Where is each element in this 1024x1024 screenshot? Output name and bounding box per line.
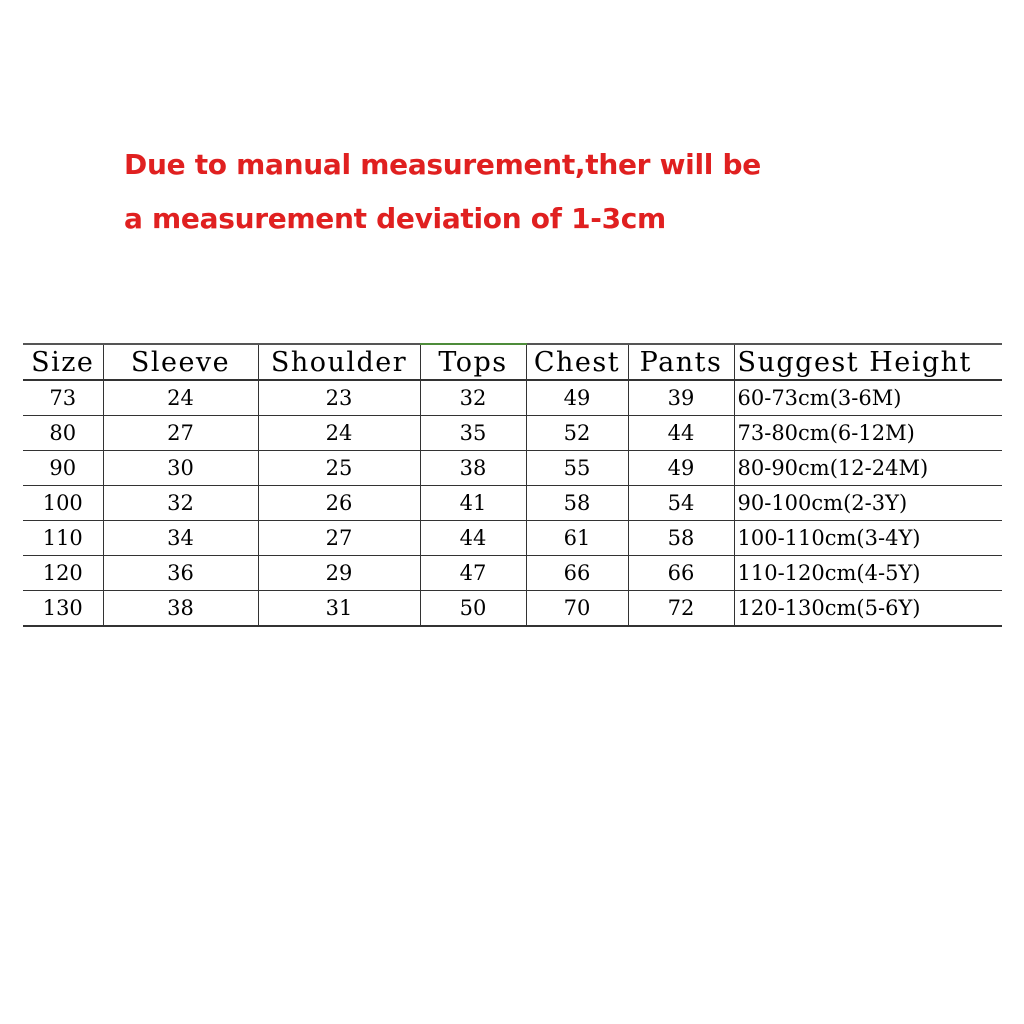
cell-suggest-height: 73-80cm(6-12M): [734, 416, 1002, 451]
cell-shoulder: 26: [258, 486, 420, 521]
cell-chest: 52: [526, 416, 628, 451]
cell-pants: 54: [628, 486, 734, 521]
header-suggest-height: Suggest Height: [734, 344, 1002, 380]
cell-suggest-height: 90-100cm(2-3Y): [734, 486, 1002, 521]
cell-suggest-height: 120-130cm(5-6Y): [734, 591, 1002, 627]
table-row: [23, 521, 1002, 556]
cell-pants: 72: [628, 591, 734, 627]
cell-pants: 49: [628, 451, 734, 486]
cell-suggest-height: 60-73cm(3-6M): [734, 380, 1002, 416]
cell-shoulder: 29: [258, 556, 420, 591]
cell-chest: 61: [526, 521, 628, 556]
cell-tops: 47: [420, 556, 526, 591]
cell-sleeve: 32: [103, 486, 258, 521]
cell-sleeve: 36: [103, 556, 258, 591]
header-tops: Tops: [420, 344, 526, 380]
cell-shoulder: 23: [258, 380, 420, 416]
cell-pants: 58: [628, 521, 734, 556]
cell-suggest-height: 110-120cm(4-5Y): [734, 556, 1002, 591]
header-size: Size: [23, 344, 103, 380]
cell-tops: 35: [420, 416, 526, 451]
table-row: [23, 380, 1002, 416]
cell-suggest-height: 80-90cm(12-24M): [734, 451, 1002, 486]
header-shoulder: Shoulder: [258, 344, 420, 380]
cell-pants: 66: [628, 556, 734, 591]
cell-tops: 44: [420, 521, 526, 556]
cell-size: 130: [23, 591, 103, 627]
table-row: [23, 486, 1002, 521]
cell-chest: 66: [526, 556, 628, 591]
cell-chest: 70: [526, 591, 628, 627]
notice-line-2: a measurement deviation of 1-3cm: [124, 202, 666, 235]
cell-tops: 50: [420, 591, 526, 627]
cell-sleeve: 34: [103, 521, 258, 556]
header-sleeve: Sleeve: [103, 344, 258, 380]
cell-sleeve: 24: [103, 380, 258, 416]
cell-suggest-height: 100-110cm(3-4Y): [734, 521, 1002, 556]
cell-size: 90: [23, 451, 103, 486]
table-row: [23, 591, 1002, 627]
table-header-row: [23, 344, 1002, 380]
cell-sleeve: 38: [103, 591, 258, 627]
cell-chest: 49: [526, 380, 628, 416]
cell-size: 80: [23, 416, 103, 451]
cell-shoulder: 25: [258, 451, 420, 486]
cell-chest: 58: [526, 486, 628, 521]
header-pants: Pants: [628, 344, 734, 380]
cell-pants: 39: [628, 380, 734, 416]
cell-sleeve: 30: [103, 451, 258, 486]
table-row: [23, 556, 1002, 591]
cell-tops: 32: [420, 380, 526, 416]
cell-shoulder: 24: [258, 416, 420, 451]
cell-chest: 55: [526, 451, 628, 486]
cell-shoulder: 27: [258, 521, 420, 556]
measurement-notice: [124, 138, 761, 246]
cell-size: 100: [23, 486, 103, 521]
cell-size: 110: [23, 521, 103, 556]
cell-tops: 38: [420, 451, 526, 486]
table-row: [23, 416, 1002, 451]
cell-sleeve: 27: [103, 416, 258, 451]
cell-shoulder: 31: [258, 591, 420, 627]
cell-pants: 44: [628, 416, 734, 451]
table-row: [23, 451, 1002, 486]
cell-size: 73: [23, 380, 103, 416]
header-chest: Chest: [526, 344, 628, 380]
notice-line-1: Due to manual measurement,ther will be: [124, 148, 761, 181]
cell-tops: 41: [420, 486, 526, 521]
cell-size: 120: [23, 556, 103, 591]
size-chart-table: [23, 343, 1002, 627]
